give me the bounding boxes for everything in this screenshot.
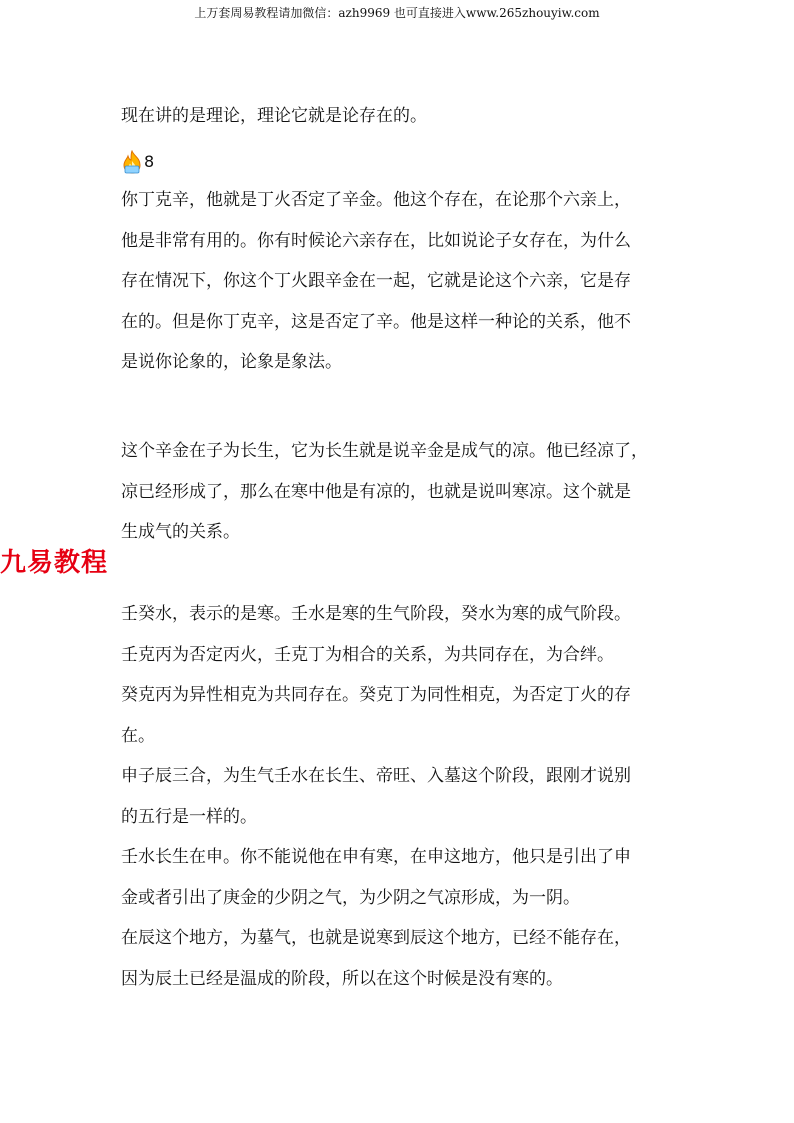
emoji-number: 8: [144, 152, 155, 171]
paragraph-2: [121, 180, 681, 383]
text-line: 在的。但是你丁克辛，这是否定了辛。他是这样一种论的关系，他不: [121, 311, 631, 332]
text-line: 壬克丙为否定丙火，壬克丁为相合的关系，为共同存在，为合绊。: [121, 644, 614, 665]
text-line: 在。: [121, 725, 155, 746]
text-line: 癸克丙为异性相克为共同存在。癸克丁为同性相克，为否定丁火的存: [121, 685, 631, 705]
text-line: 因为辰土已经是温成的阶段，所以在这个时候是没有寒的。: [121, 968, 563, 989]
text-line: 这个辛金在子为长生，它为长生就是说辛金是成气的凉。他已经凉了，: [121, 441, 648, 461]
text-line: 申子辰三合，为生气壬水在长生、帝旺、入墓这个阶段，跟刚才说别: [121, 766, 631, 786]
text-line: 你丁克辛，他就是丁火否定了辛金。他这个存在，在论那个六亲上，: [121, 190, 631, 210]
text-line: 现在讲的是理论，理论它就是论存在的。: [121, 106, 427, 126]
fire-icon: [121, 150, 143, 174]
text-line: 他是非常有用的。你有时候论六亲存在，比如说论子女存在，为什么: [121, 230, 631, 251]
text-line: 是说你论象的，论象是象法。: [121, 352, 342, 372]
text-line: 凉已经形成了，那么在寒中他是有凉的，也就是说叫寒凉。这个就是: [121, 481, 631, 502]
text-line: 存在情况下，你这个丁火跟辛金在一起，它就是论这个六亲，它是存: [121, 271, 631, 291]
text-line: 的五行是一样的。: [121, 806, 257, 827]
paragraph-3: [121, 431, 681, 553]
paragraph-1: [121, 96, 681, 137]
text-line: 金或者引出了庚金的少阴之气，为少阴之气凉形成，为一阴。: [121, 887, 580, 908]
text-line: 壬癸水，表示的是寒。壬水是寒的生气阶段，癸水为寒的成气阶段。: [121, 604, 631, 624]
text-line: 壬水长生在申。你不能说他在申有寒，在申这地方，他只是引出了申: [121, 847, 631, 867]
page-header: 上万套周易教程请加微信：azh9969 也可直接进入www.265zhouyiw.com: [194, 6, 600, 20]
text-line: 生成气的关系。: [121, 522, 240, 542]
watermark-logo: 九易教程: [0, 548, 109, 578]
text-line: 在辰这个地方，为墓气，也就是说寒到辰这个地方，已经不能存在，: [121, 928, 631, 948]
emoji-annotation: [121, 142, 154, 174]
paragraph-4: [121, 594, 681, 999]
